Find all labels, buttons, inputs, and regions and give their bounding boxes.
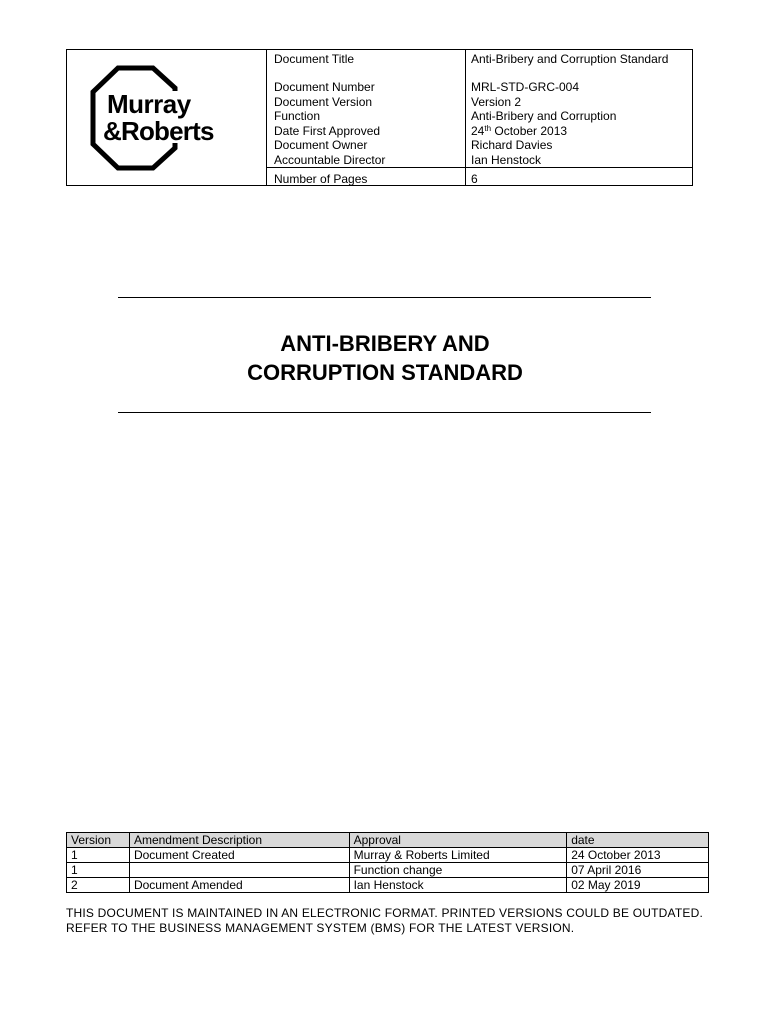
value-document-number: MRL-STD-GRC-004 [471,80,580,94]
header-amendment-description: Amendment Description [129,833,349,848]
cell-description: Document Created [129,848,349,863]
document-header-table [66,49,693,186]
date-day: 24 [471,123,485,138]
electronic-format-notice: THIS DOCUMENT IS MAINTAINED IN AN ELECTRONIC FORMAT. PRINTED VERSIONS COULD BE OUTDATED. REFER TO THE BUSINESS MANAGEMENT SYSTEM (BMS) FOR THE LATEST VERSION. [66,906,703,935]
logo-cell [67,50,267,185]
logo-text-roberts: &Roberts [103,116,214,146]
label-document-number: Document Number [274,80,375,94]
date-rest: October 2013 [491,123,568,138]
value-document-owner: Richard Davies [471,138,553,152]
document-title-line-2: CORRUPTION STANDARD [247,360,523,385]
label-number-of-pages: Number of Pages [274,172,368,186]
cell-description: Document Amended [129,878,349,893]
value-date-first-approved [471,124,567,139]
value-document-title: Anti-Bribery and Corruption Standard [471,52,669,66]
table-header-row [67,833,709,848]
cell-approval: Function change [349,863,567,878]
header-version: Version [67,833,130,848]
value-number-of-pages: 6 [471,172,478,186]
label-document-owner: Document Owner [274,138,368,152]
title-rule-bottom [118,412,651,413]
cell-approval: Ian Henstock [349,878,567,893]
cell-version: 2 [67,878,130,893]
murray-roberts-logo [87,62,247,174]
cell-description [129,863,349,878]
label-function: Function [274,109,321,123]
cell-date: 24 October 2013 [567,848,709,863]
logo-text-murray: Murray [107,89,191,119]
header-approval: Approval [349,833,567,848]
header-date: date [567,833,709,848]
cell-version: 1 [67,863,130,878]
document-title-line-1: ANTI-BRIBERY AND [280,331,490,356]
table-row [67,863,709,878]
label-document-title: Document Title [274,52,355,66]
cell-date: 02 May 2019 [567,878,709,893]
date-ordinal-suffix: th [484,123,492,133]
label-date-first-approved: Date First Approved [274,123,381,138]
table-row [67,848,709,863]
amendment-history-table [66,832,709,893]
title-rule-top [118,297,651,298]
label-document-version: Document Version [274,94,373,109]
cell-date: 07 April 2016 [567,863,709,878]
value-function: Anti-Bribery and Corruption [471,109,617,123]
value-document-version: Version 2 [471,94,522,109]
cell-approval: Murray & Roberts Limited [349,848,567,863]
label-accountable-director: Accountable Director [274,152,386,167]
header-column-divider [465,50,466,185]
table-row [67,878,709,893]
cell-version: 1 [67,848,130,863]
header-row-divider [266,167,692,168]
value-accountable-director: Ian Henstock [471,152,542,167]
